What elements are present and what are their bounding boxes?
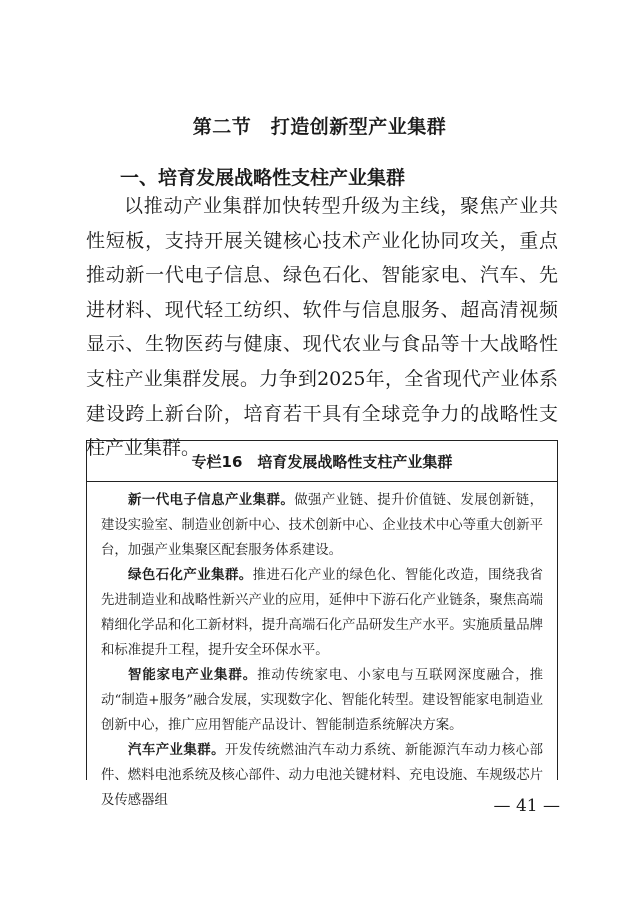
box-item-text: 做强产业链、提升价值链、发展创新链，建设实验室、制造业创新中心、技术创新中心、企业技术中心等重大创新平台，加强产业集聚区配套服务体系建设。 — [101, 493, 544, 558]
box-item-lead: 汽车产业集群。 — [128, 743, 225, 758]
page-number: — 41 — — [493, 796, 560, 816]
box-item-electronics — [101, 488, 543, 563]
box-item-appliances — [101, 663, 543, 738]
box-item-lead: 新一代电子信息产业集群。 — [128, 493, 295, 508]
box-item-lead: 绿色石化产业集群。 — [128, 568, 253, 583]
box-item-lead: 智能家电产业集群。 — [128, 668, 258, 683]
box-item-text: 推动传统家电、小家电与互联网深度融合，推动“制造+服务”融合发展，实现数字化、智能化转型。建设智能家电制造业创新中心，推广应用智能产品设计、智能制造系统解决方案。 — [101, 668, 544, 733]
feature-box-title: 专栏16 培育发展战略性支柱产业集群 — [87, 441, 557, 482]
body-paragraph: 以推动产业集群加快转型升级为主线，聚焦产业共性短板，支持开展关键核心技术产业化协同攻关，重点推动新一代电子信息、绿色石化、智能家电、汽车、先进材料、现代轻工纺织、软件与信息服务、超高清视频显示、生物医药与健康、现代农业与食品等十大战略性支柱产业集群发展。力争到2025年，全省现代产业体系建设跨上新台阶，培育若干具有全球竞争力的战略性支柱产业集群。 — [86, 195, 558, 460]
subsection-title: 一、培育发展战略性支柱产业集群 — [120, 167, 406, 189]
section-title: 第二节 打造创新型产业集群 — [192, 116, 447, 138]
box-item-text: 推进石化产业的绿色化、智能化改造，围绕我省先进制造业和战略性新兴产业的应用，延伸中下游石化产业链条，聚焦高端精细化学品和化工新材料，提升高端石化产品研发生产水平。实施质量品牌和标准提升工程，提升安全环保水平。 — [101, 568, 544, 658]
box-item-petrochemical — [101, 563, 543, 663]
box-item-text: 开发传统燃油汽车动力系统、新能源汽车动力核心部件、燃料电池系统及核心部件、动力电池关键材料、充电设施、车规级芯片及传感器组 — [101, 743, 544, 808]
feature-box-body — [87, 482, 557, 813]
